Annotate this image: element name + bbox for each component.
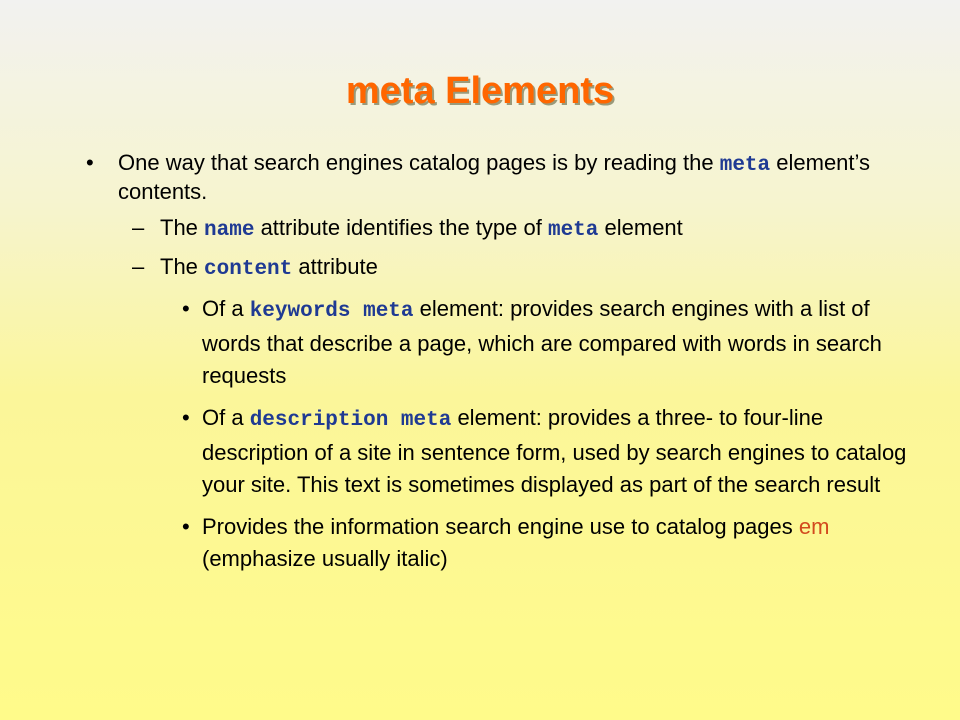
text-run: element	[598, 215, 683, 240]
nested-bullet-item	[84, 511, 924, 575]
text-run: One way that search engines catalog pages is by reading the	[118, 150, 720, 175]
text-run: Of a	[202, 405, 250, 430]
code-term: meta	[719, 154, 771, 177]
sub-bullet-item	[84, 254, 924, 283]
text-run: The	[160, 254, 205, 279]
text-run: attribute identifies the type of	[254, 215, 548, 240]
code-term: name	[204, 219, 255, 242]
slide-title: meta Elements	[345, 70, 615, 112]
dash-marker: –	[132, 254, 145, 279]
bullet-marker: •	[182, 296, 190, 321]
text-run: The	[160, 215, 205, 240]
nested-bullet-text	[202, 511, 924, 575]
dash-marker: –	[132, 215, 145, 240]
text-run: element’s contents.	[118, 150, 871, 204]
text-run: Of a	[202, 296, 250, 321]
bullet-marker: •	[86, 150, 94, 175]
slide-content	[84, 150, 924, 575]
bullet-marker: •	[182, 514, 190, 539]
em-term: em	[798, 514, 830, 539]
sub-bullet-item	[84, 215, 924, 244]
nested-bullet-text	[202, 402, 924, 501]
code-term: keywords meta	[249, 300, 414, 323]
code-term: content	[204, 258, 293, 281]
nested-bullet-item	[84, 402, 924, 501]
code-term: description meta	[249, 409, 452, 432]
bullet-item	[84, 150, 924, 205]
text-run: attribute	[292, 254, 378, 279]
text-run: (emphasize usually italic)	[202, 546, 448, 571]
text-run: element: provides search engines with a list of words that describe a page, which are compared with words in search requests	[202, 296, 882, 388]
text-run: element: provides a three- to four-line description of a site in sentence form, used by search engines to catalog your site. This text is sometimes displayed as part of the search result	[202, 405, 907, 497]
text-run: Provides the information search engine use to catalog pages	[202, 514, 799, 539]
sub-bullet-text	[160, 215, 683, 240]
nested-bullet-item	[84, 293, 924, 392]
nested-bullet-text	[202, 293, 924, 392]
bullet-marker: •	[182, 405, 190, 430]
sub-bullet-text	[160, 254, 378, 279]
bullet-text	[118, 150, 870, 204]
code-term: meta	[547, 219, 599, 242]
